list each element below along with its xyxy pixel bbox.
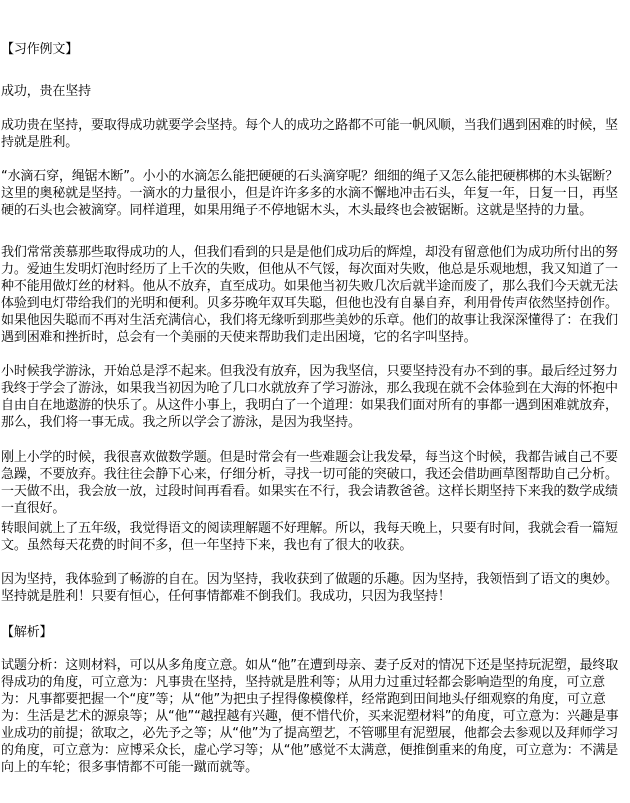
essay-title: 成功，贵在坚持 [1, 84, 91, 99]
essay-paragraph: 刚上小学的时候，我很喜欢做数学题。但是时常会有一些难题会让我发晕，每当这个时候，我都告诫自己不要急躁，不要放弃。我往往会静下心来，仔细分析，寻找一切可能的突破口，我还会借助画草图帮助自己分析。一天做不出，我会放一放，过段时间再看看。如果实在不行，我会请教爸爸。这样长期坚持下来我的数学成绩一直很好。 [1, 450, 618, 516]
essay-paragraph: 小时候我学游泳，开始总是浮不起来。但我没有放弃，因为我坚信，只要坚持没有办不到的事。最后经过努力我终于学会了游泳，如果我当初因为呛了几口水就放弃了学习游泳，那么我现在就不会体验到在大海的怀抱中自由自在地遨游的快乐了。从这件小事上，我明白了一个道理：如果我们面对所有的事都一遇到困难就放弃，那么，我们将一事无成。我之所以学会了游泳，是因为我坚持。 [1, 364, 618, 430]
essay-paragraph: 我们常常羡慕那些取得成功的人，但我们看到的只是是他们成功后的辉煌，却没有留意他们为成功所付出的努力。爱迪生发明灯泡时经历了上千次的失败，但他从不气馁，每次面对失败，他总是乐观地想，我又知道了一种不能用做灯丝的材料。他从不放弃，直至成功。如果他当初失败几次后就半途而废了，那么我们今天就无法体验到电灯带给我们的光明和便利。贝多芬晚年双耳失聪，但他也没有自暴自弃，利用骨传声依然坚持创作。如果他因失聪而不再对生活充满信心，我们将无缘听到那些美妙的乐章。他们的故事让我深深懂得了：在我们遇到困难和挫折时，总会有一个美丽的天使来帮助我们走出困境，它的名字叫坚持。 [1, 245, 618, 345]
analysis-text: 试题分析：这则材料，可以从多角度立意。如从“他”在遭到母亲、妻子反对的情况下还是坚持玩泥塑，最终取得成功的角度，可立意为：凡事贵在坚持，坚持就是胜利等；从用力过重过轻都会影响造型的角度，可立意为：凡事都要把握一个“度”等；从“他”为把虫子捏得像模像样，经常跑到田间地头仔细观察的角度，可立意为：生活是艺术的源泉等；从“他”“越捏越有兴趣，便不惜代价，买来泥塑材料”的角度，可立意为：兴趣是事业成功的前提；欲取之，必先予之等；从“他”为了提高塑艺，不管哪里有泥塑展，他都会去参观以及拜师学习的角度，可立意为：应博采众长，虚心学习等；从“他”感觉不太满意，便推倒重来的角度，可立意为：不满是向上的车轮；很多事情都不可能一蹴而就等。 [1, 658, 619, 775]
example-section-header: 【习作例文】 [1, 42, 79, 57]
essay-paragraph: 转眼间就上了五年级，我觉得语文的阅读理解题不好理解。所以，我每天晚上，只要有时间，我就会看一篇短文。虽然每天花费的时间不多，但一年坚持下来，我也有了很大的收获。 [1, 521, 618, 553]
essay-paragraph: 成功贵在坚持，要取得成功就要学会坚持。每个人的成功之路都不可能一帆风顺，当我们遇到困难的时候，坚持就是胜利。 [1, 118, 618, 150]
essay-paragraph: “水滴石穿，绳锯木断”。小小的水滴怎么能把硬硬的石头滴穿呢？细细的绳子又怎么能把硬梆梆的木头锯断？这里的奥秘就是坚持。一滴水的力量很小，但是许许多多的水滴不懈地冲击石头，年复一年，日复一日，再坚硬的石头也会被滴穿。同样道理，如果用绳子不停地锯木头，木头最终也会被锯断。这就是坚持的力量。 [1, 169, 619, 218]
analysis-section-header: 【解析】 [1, 625, 53, 640]
essay-paragraph: 因为坚持，我体验到了畅游的自在。因为坚持，我收获到了做题的乐趣。因为坚持，我领悟到了语文的奥妙。坚持就是胜利！只要有恒心，任何事情都难不倒我们。我成功，只因为我坚持！ [1, 572, 618, 604]
